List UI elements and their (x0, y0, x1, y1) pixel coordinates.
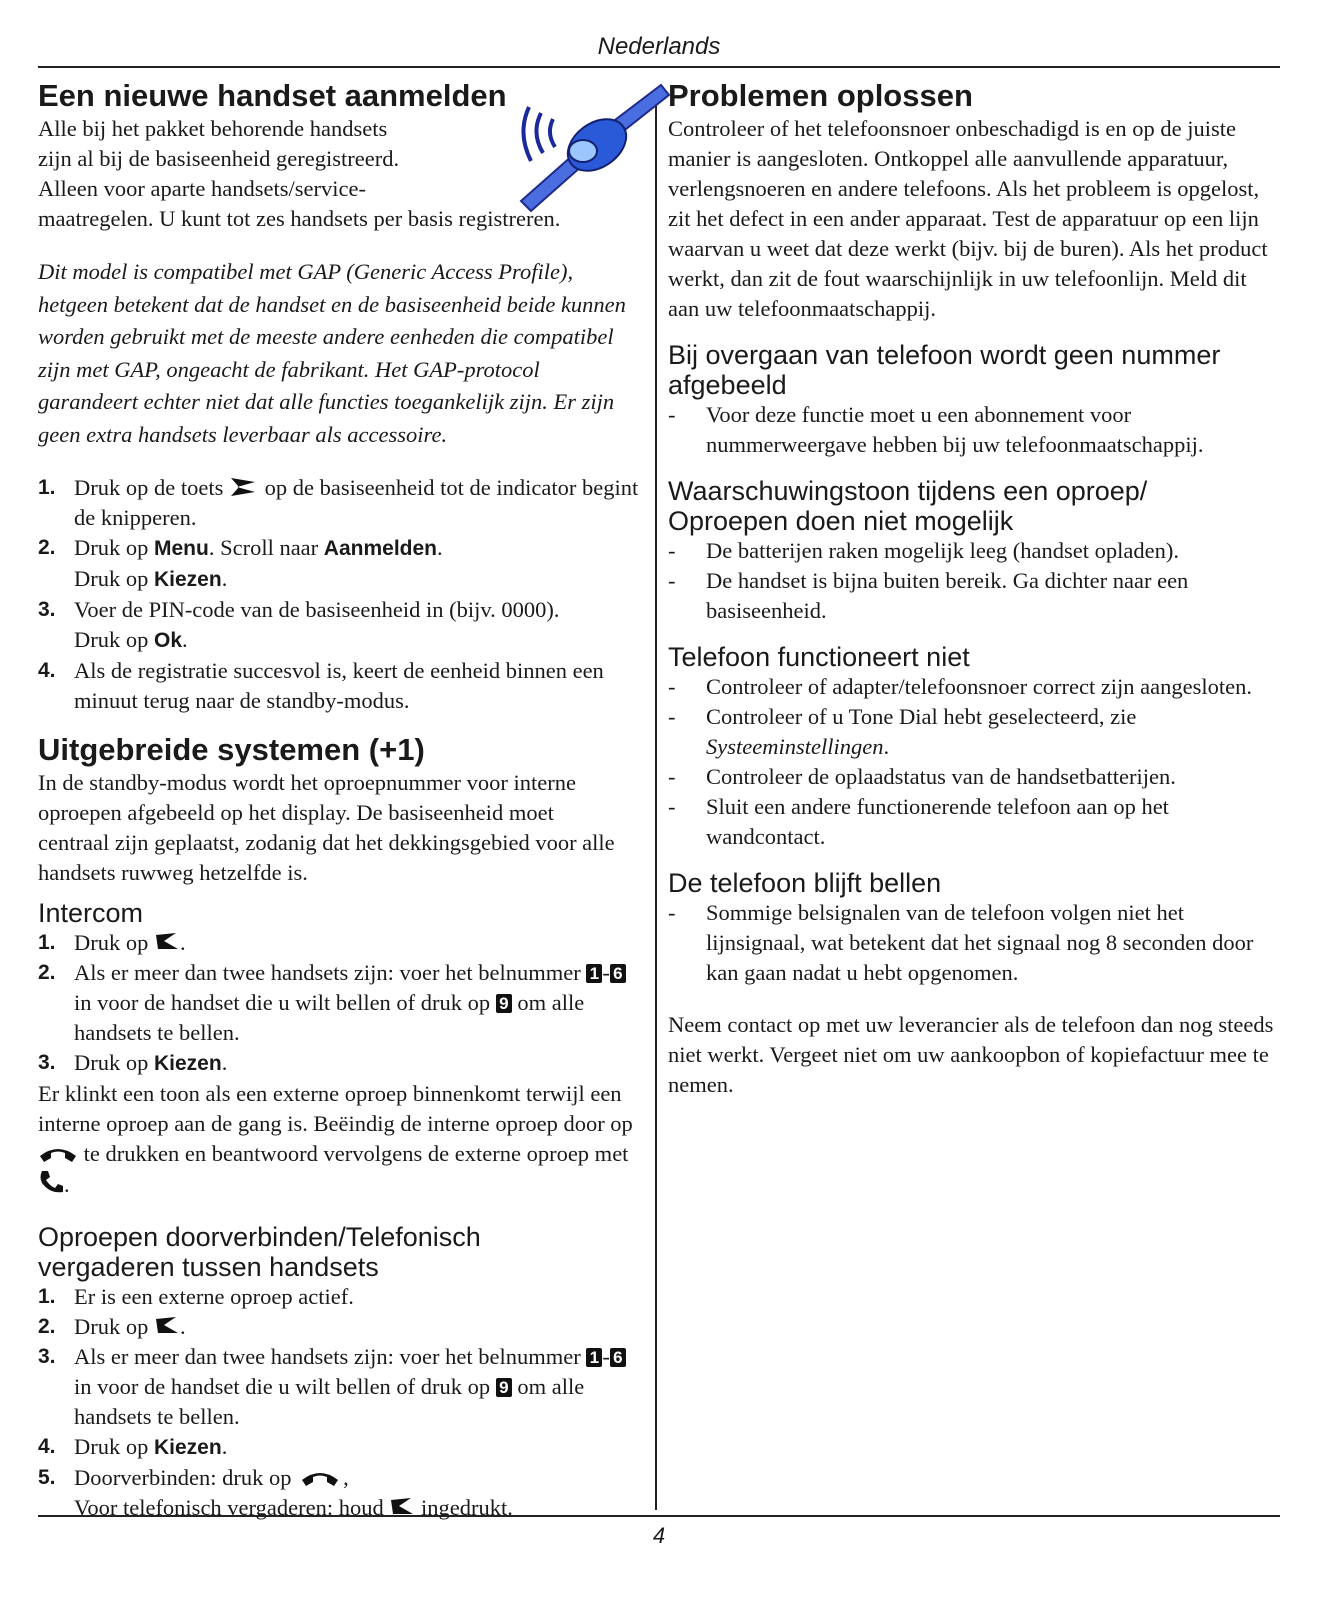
list-item: 2. Druk op . (38, 1314, 186, 1339)
intro-line-4: maatregelen. U kunt tot zes handsets per basis registreren. (38, 206, 561, 231)
keeps-ringing-list (668, 898, 1278, 988)
intercom-steps (38, 928, 643, 1079)
intro-line-3: Alleen voor aparte handsets/service- (38, 176, 366, 201)
key-6: 6 (610, 964, 626, 983)
sub-title-no-number: Bij overgaan van telefoon wordt geen nummer afgebeeld (668, 340, 1221, 400)
sub-title-not-working: Telefoon functioneert niet (668, 642, 970, 672)
transfer-title: Oproepen doorverbinden/Telefonisch vergaderen tussen handsets (38, 1222, 481, 1282)
answer-call-icon (38, 1169, 64, 1195)
right-column (668, 78, 1278, 1100)
list-item: 3. Als er meer dan twee handsets zijn: voer het belnummer 1 - 6 in voor de handset die u wilt bellen of druk op 9 om alle handsets te bellen. (38, 1342, 643, 1432)
section-title-troubleshooting: Problemen oplossen (668, 78, 973, 113)
list-item: - Sommige belsignalen van de telefoon volgen niet het lijnsignaal, wat betekent dat het signaal nog 8 seconden door kan gaan nadat u hebt opgenomen. (668, 898, 1278, 988)
key-1: 1 (586, 964, 602, 983)
hang-up-icon (38, 1144, 78, 1164)
list-item: - Controleer de oplaadstatus van de handsetbatterijen. (668, 762, 1278, 792)
intercom-note: Er klinkt een toon als een externe oproep binnenkomt terwijl een interne oproep aan de gang is. Beëindig de interne oproep door op te drukken en beantwoord vervolgens de externe oproep met . (38, 1081, 633, 1197)
no-number-list (668, 400, 1278, 460)
column-divider (655, 92, 657, 1510)
key-1: 1 (586, 1348, 602, 1367)
list-item: - De handset is bijna buiten bereik. Ga dichter naar een basiseenheid. (668, 566, 1278, 626)
left-column (38, 78, 643, 1523)
key-6: 6 (610, 1348, 626, 1367)
list-item: 4. Als de registratie succesvol is, keert de eenheid binnen een minuut terug naar de standby-modus. (38, 658, 604, 713)
page-header (38, 30, 1280, 68)
list-item: 3. Druk op Kiezen. (38, 1050, 228, 1075)
header-language: Nederlands (597, 33, 721, 60)
list-item: 2. Als er meer dan twee handsets zijn: voer het belnummer 1 - 6 in voor de handset die u wilt bellen of druk op 9 om alle handsets te bellen. (38, 958, 643, 1048)
sub-title-warning-tone: Waarschuwingstoon tijdens een oproep/ Oproepen doen niet mogelijk (668, 476, 1148, 536)
sub-title-keeps-ringing: De telefoon blijft bellen (668, 868, 942, 898)
not-working-list (668, 672, 1278, 852)
section-title-register-handset: Een nieuwe handset aanmelden (38, 78, 507, 113)
list-item: 2. Druk op Menu. Scroll naar Aanmelden. Druk op Kiezen. (38, 535, 443, 591)
section-title-extended-systems: Uitgebreide systemen (+1) (38, 732, 425, 767)
register-steps (38, 473, 643, 716)
extended-systems-text: In de standby-modus wordt het oproepnummer voor interne oproepen afgebeeld op het display. De basiseenheid moet centraal zijn geplaatst, zodanig dat het dekkingsgebied voor alle handsets ruwweg hetzelfde is. (38, 770, 615, 885)
list-item: - De batterijen raken mogelijk leeg (handset opladen). (668, 536, 1278, 566)
list-item: - Voor deze functie moet u een abonnement voor nummerweergave hebben bij uw telefoonmaatschappij. (668, 400, 1278, 460)
page-key-icon (229, 476, 259, 498)
intro-line-1: Alle bij het pakket behorende handsets (38, 116, 388, 141)
page-number: 4 (652, 1523, 666, 1548)
key-9: 9 (496, 994, 512, 1013)
list-item: 5. Doorverbinden: druk op , Voor telefonisch vergaderen: houd ingedrukt. (38, 1465, 513, 1520)
key-9: 9 (496, 1378, 512, 1397)
list-item: - Sluit een andere functionerende telefoon aan op het wandcontact. (668, 792, 1278, 852)
list-item: 1. Druk op de toets op de basiseenheid tot de indicator begint de knipperen. (38, 475, 639, 530)
footer-rule (38, 1515, 1280, 1517)
intercom-key-icon (154, 1315, 180, 1337)
list-item: 4. Druk op Kiezen. (38, 1434, 228, 1459)
settings-reference: Systeeminstellingen (706, 734, 884, 759)
intercom-title: Intercom (38, 898, 144, 928)
intro-line-2: zijn al bij de basiseenheid geregistreerd. (38, 146, 400, 171)
closing-text: Neem contact op met uw leverancier als de telefoon dan nog steeds niet werkt. Vergeet niet om uw aankoopbon of kopiefactuur mee te nemen. (668, 1012, 1274, 1097)
list-item: 1. Er is een externe oproep actief. (38, 1284, 354, 1309)
list-item: 3. Voer de PIN-code van de basiseenheid in (bijv. 0000). Druk op Ok. (38, 597, 560, 652)
troubleshooting-intro: Controleer of het telefoonsnoer onbeschadigd is en op de juiste manier is aangesloten. Ontkoppel alle aanvullende apparatuur, verlengsnoeren en andere telefoons. Als het probleem is opgelost, zit het defect in een ander apparaat. Test de apparatuur op een lijn waarvan u weet dat deze werkt (bijv. bij de buren). Als het product werkt, dan zit de fout waarschijnlijk in uw telefoonlijn. Meld dit aan uw telefoonmaatschappij. (668, 116, 1268, 321)
hang-up-icon (297, 1468, 343, 1488)
list-item: - Controleer of u Tone Dial hebt geselecteerd, zie Systeeminstellingen. (668, 702, 1278, 762)
transfer-steps (38, 1282, 643, 1523)
satellite-icon (513, 83, 673, 213)
list-item: 1. Druk op . (38, 930, 186, 955)
list-item: - Controleer of adapter/telefoonsnoer correct zijn aangesloten. (668, 672, 1278, 702)
gap-note: Dit model is compatibel met GAP (Generic Access Profile), hetgeen betekent dat de handset en de basiseenheid beide kunnen worden gebruikt met de meeste andere eenheden die compatibel zijn met GAP, ongeacht de fabrikant. Het GAP-protocol garandeert echter niet dat alle functies toegankelijk zijn. Er zijn geen extra handsets leverbaar als accessoire. (38, 259, 626, 447)
warning-tone-list (668, 536, 1278, 626)
intercom-key-icon (154, 931, 180, 953)
